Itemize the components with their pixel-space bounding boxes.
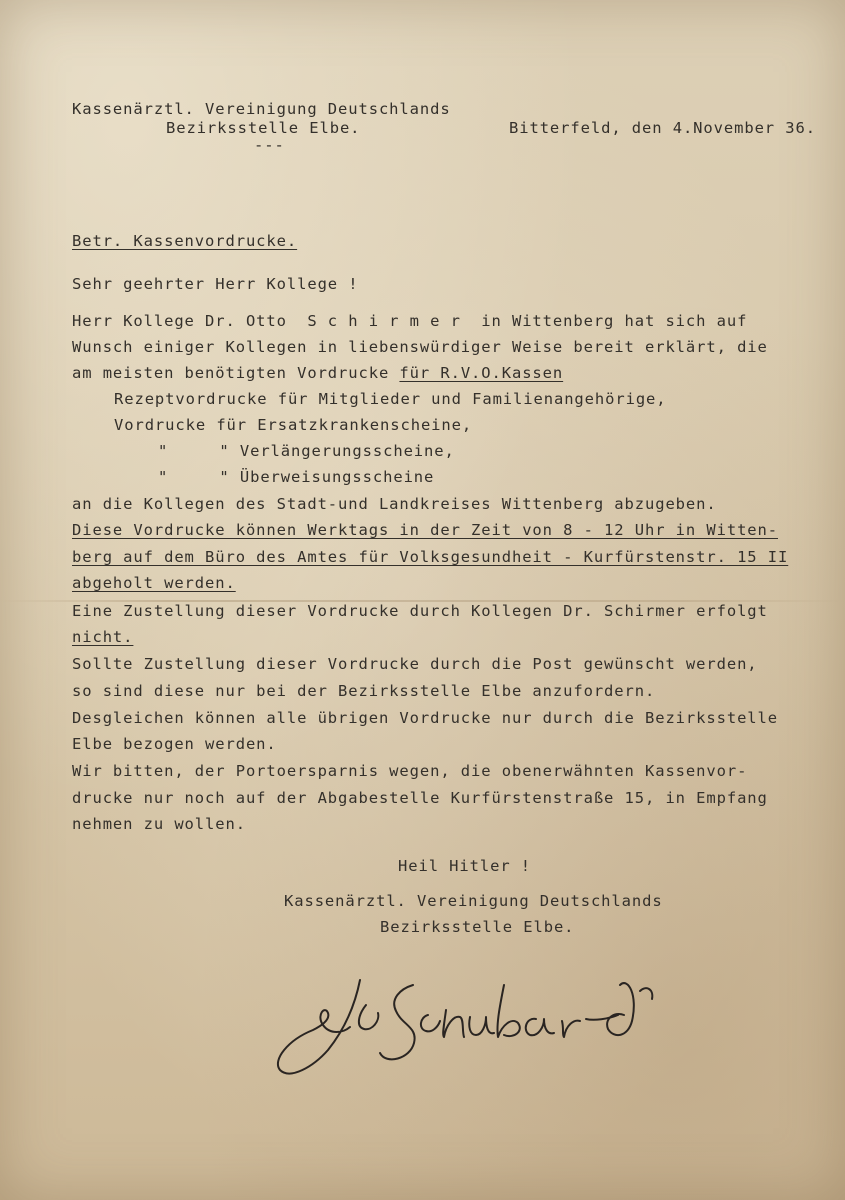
subject-line: Betr. Kassenvordrucke. xyxy=(72,232,298,250)
post-line-6: drucke nur noch auf der Abgabestelle Kurfürstenstraße 15, in Empfang xyxy=(72,789,768,807)
handwritten-signature xyxy=(268,955,668,1085)
post-line-7: nehmen zu wollen. xyxy=(72,815,246,833)
place-date: Bitterfeld, den 4.November 36. xyxy=(509,119,816,137)
post-line-1: Sollte Zustellung dieser Vordrucke durch die Post gewünscht werden, xyxy=(72,655,758,673)
letterhead-org: Kassenärztl. Vereinigung Deutschlands xyxy=(72,100,451,118)
delivery-not: nicht. xyxy=(72,628,134,646)
post-line-5: Wir bitten, der Portoersparnis wegen, die obenerwähnten Kassenvor- xyxy=(72,762,748,780)
list-item-1: Rezeptvordrucke für Mitglieder und Familienangehörige, xyxy=(114,390,667,408)
body-line-1: Herr Kollege Dr. Otto S c h i r m e r in Wittenberg hat sich auf xyxy=(72,312,748,330)
body-line-after-list: an die Kollegen des Stadt-und Landkreises Wittenberg abzugeben. xyxy=(72,495,717,513)
post-line-3: Desgleichen können alle übrigen Vordrucke nur durch die Bezirksstelle xyxy=(72,709,778,727)
pickup-line-2: berg auf dem Büro des Amtes für Volksgesundheit - Kurfürstenstr. 15 II xyxy=(72,548,789,566)
salutation: Sehr geehrter Herr Kollege ! xyxy=(72,275,359,293)
rvo-kassen-emphasis: für R.V.O.Kassen xyxy=(399,364,564,382)
post-line-4: Elbe bezogen werden. xyxy=(72,735,277,753)
closing-greeting: Heil Hitler ! xyxy=(398,857,532,875)
delivery-line: Eine Zustellung dieser Vordrucke durch Kollegen Dr. Schirmer erfolgt xyxy=(72,602,768,620)
body-line-3-prefix: am meisten benötigten Vordrucke xyxy=(72,364,400,382)
closing-office: Bezirksstelle Elbe. xyxy=(380,918,575,936)
pickup-line-3: abgeholt werden. xyxy=(72,574,236,592)
post-line-2: so sind diese nur bei der Bezirksstelle Elbe anzufordern. xyxy=(72,682,656,700)
body-line-2: Wunsch einiger Kollegen in liebenswürdiger Weise bereit erklärt, die xyxy=(72,338,768,356)
list-item-4: " " Überweisungsscheine xyxy=(158,468,435,486)
letterhead-divider: --- xyxy=(254,136,285,154)
list-item-3: " " Verlängerungsscheine, xyxy=(158,442,455,460)
closing-org: Kassenärztl. Vereinigung Deutschlands xyxy=(284,892,663,910)
body-line-3 xyxy=(72,364,563,382)
pickup-line-1: Diese Vordrucke können Werktags in der Zeit von 8 - 12 Uhr in Witten- xyxy=(72,521,778,539)
list-item-2: Vordrucke für Ersatzkrankenscheine, xyxy=(114,416,473,434)
letterhead-office: Bezirksstelle Elbe. xyxy=(166,119,361,137)
